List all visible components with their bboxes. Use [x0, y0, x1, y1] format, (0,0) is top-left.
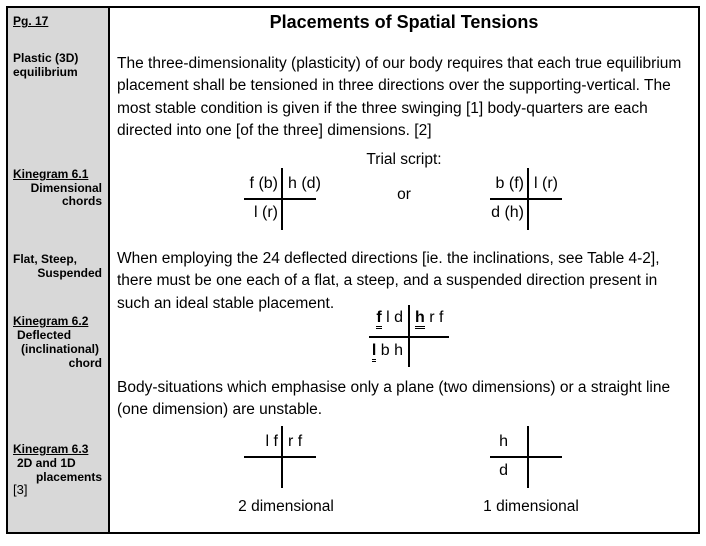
- sidebar-heading-kinegram-6-2: Kinegram 6.2: [13, 314, 89, 328]
- kinegram-one-dimensional: [468, 426, 588, 488]
- kinegram-horizontal-axis: [244, 456, 316, 458]
- label-rest: l d: [381, 309, 403, 326]
- kinegram-label-top-left: h: [499, 433, 508, 450]
- kinegram-trial-right: [468, 168, 588, 230]
- label-rest: b h: [376, 342, 403, 359]
- sidebar-item-6-1-line-1: Dimensional: [30, 181, 102, 195]
- paragraph-plasticity: [117, 53, 696, 143]
- kinegram-horizontal-axis: [490, 456, 562, 458]
- main-content: [110, 8, 698, 532]
- sidebar-item-6-2-line-3: chord: [68, 356, 102, 370]
- kinegram-label-top-left: f (b): [249, 175, 278, 192]
- kinegram-label-top-left: b (f): [495, 175, 524, 192]
- paragraph-line: (one dimension) are unstable.: [117, 401, 323, 419]
- kinegram-label-bottom-left: d (h): [491, 204, 524, 221]
- footnote-marker: [3]: [13, 482, 28, 497]
- sidebar: [8, 8, 110, 532]
- kinegram-label-bottom-left: l (r): [254, 204, 278, 221]
- page-title: Placements of Spatial Tensions: [269, 12, 539, 32]
- sidebar-item-flat-steep-line-1: Flat, Steep,: [13, 252, 78, 266]
- emphasized-letter: f: [376, 311, 381, 329]
- emphasized-letter: l: [372, 344, 376, 362]
- paragraph-line: there must be one each of a flat, a steep, and a suspended direction present in: [117, 272, 658, 290]
- kinegram-label-top-right: r f: [288, 433, 303, 450]
- sidebar-item-plastic-line-1: Plastic (3D): [13, 51, 79, 65]
- paragraph-line: directed into one [of the three] dimensions. [2]: [117, 122, 432, 140]
- page-frame: [6, 6, 700, 534]
- sidebar-item-plastic-line-2: equilibrium: [13, 65, 78, 79]
- page-number: Pg. 17: [13, 14, 49, 28]
- emphasized-letter: h: [415, 311, 425, 329]
- sidebar-item-6-2-line-1: Deflected: [17, 328, 72, 342]
- kinegram-label-bottom-left: [372, 343, 403, 362]
- paragraph-line: Body-situations which emphasise only a plane (two dimensions) or a straight line: [117, 379, 671, 396]
- sidebar-item-6-1-line-2: chords: [61, 194, 102, 208]
- sidebar-heading-kinegram-6-3: Kinegram 6.3: [13, 442, 89, 456]
- sidebar-item-6-3-line-1: 2D and 1D: [17, 456, 76, 470]
- kinegram-horizontal-axis: [369, 336, 449, 338]
- paragraph-line: The three-dimensionality (plasticity) of our body requires that each true equilibrium: [117, 55, 682, 72]
- kinegram-label-top-left: [376, 310, 403, 329]
- kinegram-label-top-left: l f: [265, 433, 278, 450]
- caption-one-dimensional: 1 dimensional: [483, 498, 579, 515]
- sidebar-heading-kinegram-6-1: Kinegram 6.1: [13, 167, 89, 181]
- kinegram-two-dimensional: [222, 426, 342, 488]
- paragraph-line: such an ideal stable placement.: [117, 294, 335, 312]
- sidebar-item-flat-steep-line-2: Suspended: [37, 266, 102, 280]
- kinegram-label-top-right: h (d): [288, 175, 321, 192]
- caption-two-dimensional: 2 dimensional: [238, 498, 334, 515]
- kinegram-label-bottom-left: d: [499, 462, 508, 479]
- paragraph-line: most stable condition is given if the three swinging [1] body-quarters are each: [117, 99, 648, 117]
- sidebar-item-6-2-line-2: (inclinational): [21, 342, 99, 356]
- kinegram-label-top-right: [415, 310, 443, 329]
- trial-script-label: Trial script:: [366, 151, 442, 168]
- label-rest: r f: [424, 309, 444, 326]
- kinegram-deflected-chord: [334, 305, 484, 367]
- or-label: or: [397, 186, 411, 203]
- kinegram-horizontal-axis: [490, 198, 562, 200]
- paragraph-unstable: [117, 377, 696, 422]
- paragraph-line: placement shall be tensioned in three directions over the supporting-vertical. The: [117, 77, 671, 95]
- kinegram-label-top-right: l (r): [534, 175, 558, 192]
- paragraph-line: When employing the 24 deflected directions [ie. the inclinations, see Table 4-2],: [117, 250, 660, 267]
- sidebar-item-6-3-line-2: placements: [35, 470, 102, 484]
